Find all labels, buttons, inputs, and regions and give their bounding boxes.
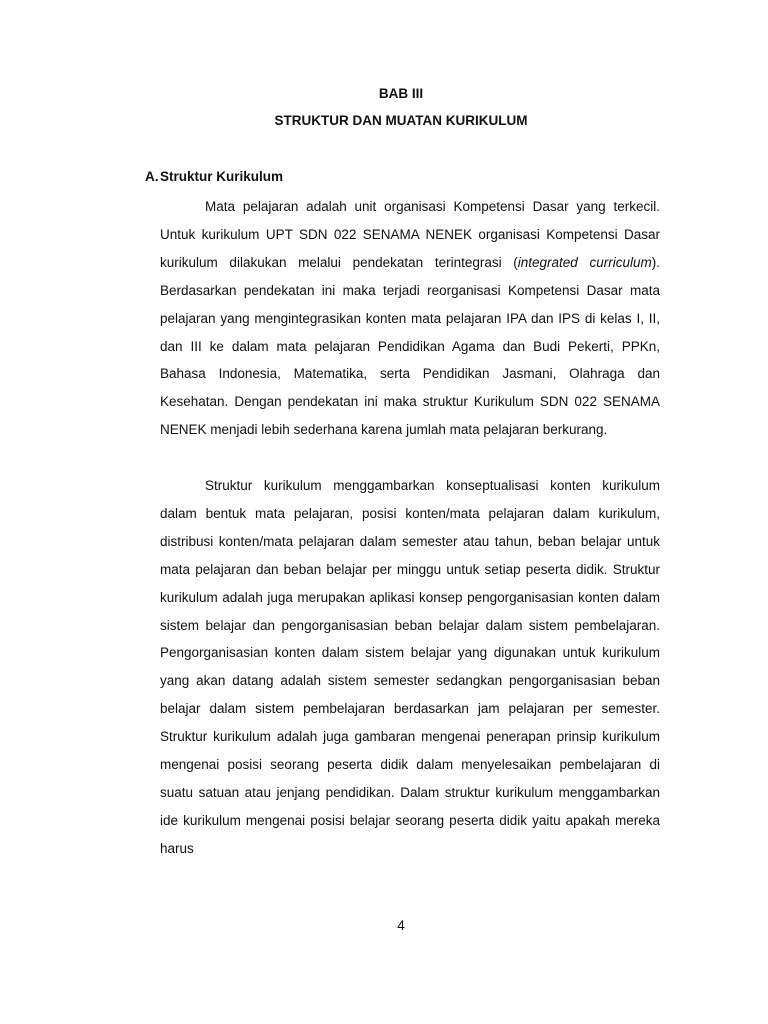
- chapter-number: BAB III: [378, 86, 424, 101]
- paragraph-1-italic-term: integrated curriculum: [517, 254, 652, 270]
- section-title: Struktur Kurikulum: [160, 169, 284, 184]
- page-number: 4: [397, 918, 405, 933]
- paragraph-1-text-start: Mata pelajaran adalah unit organisasi Kompetensi Dasar yang terkecil. Untuk kurikulum UPT SDN 022 SENAMA NENEK organisasi Kompetensi Dasar kurikulum dilakukan melalui pendekatan terintegrasi (: [160, 199, 660, 270]
- paragraph-2: Struktur kurikulum menggambarkan konseptualisasi konten kurikulum dalam bentuk mata pelajaran, posisi konten/mata pelajaran dalam kurikulum, distribusi konten/mata pelajaran dalam semester atau tahun, beban belajar untuk mata pelajaran dan beban belajar per minggu untuk setiap peserta didik. Struktur kurikulum adalah juga merupakan aplikasi konsep pengorganisasian konten dalam sistem belajar dan pengorganisasian beban belajar dalam sistem pembelajaran. Pengorganisasian konten dalam sistem belajar yang digunakan untuk kurikulum yang akan datang adalah sistem semester sedangkan pengorganisasian beban belajar dalam sistem pembelajaran berdasarkan jam pelajaran per semester. Struktur kurikulum adalah juga gambaran mengenai penerapan prinsip kurikulum mengenai posisi seorang peserta didik dalam menyelesaikan pembelajaran di suatu satuan atau jenjang pendidikan. Dalam struktur kurikulum menggambarkan ide kurikulum mengenai posisi belajar seorang peserta didik yaitu apakah mereka harus: [160, 478, 660, 856]
- paragraph-1-text-end: ). Berdasarkan pendekatan ini maka terjadi reorganisasi Kompetensi Dasar mata pelajaran yang mengintegrasikan konten mata pelajaran IPA dan IPS di kelas I, II, dan III ke dalam mata pelajaran Pendidikan Agama dan Budi Pekerti, PPKn, Bahasa Indonesia, Matematika, serta Pendidikan Jasmani, Olahraga dan Kesehatan. Dengan pendekatan ini maka struktur Kurikulum SDN 022 SENAMA NENEK menjadi lebih sederhana karena jumlah mata pelajaran berkurang.: [160, 254, 660, 438]
- section-heading: [145, 169, 283, 184]
- chapter-title: STRUKTUR DAN MUATAN KURIKULUM: [274, 113, 528, 128]
- section-letter: A.: [145, 169, 159, 184]
- paragraph-1: [160, 193, 660, 444]
